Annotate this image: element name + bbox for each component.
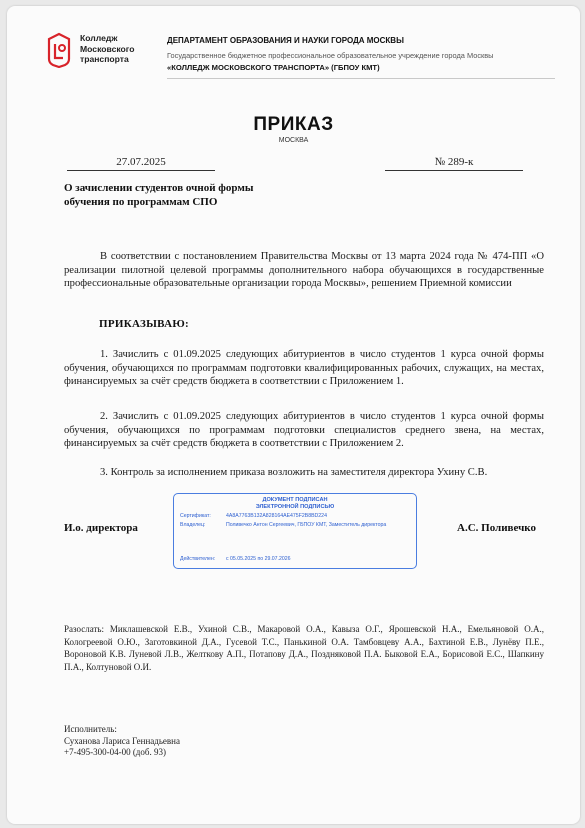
order-item-3: 3. Контроль за исполнением приказа возложить на заместителя директора Ухину С.В. — [100, 467, 488, 478]
executor-label: Исполнитель: — [64, 724, 117, 734]
document-number: № 289-к — [434, 156, 474, 168]
signer-name: А.С. Поливечко — [457, 522, 537, 534]
stamp-owner-label: Владелец: — [180, 522, 206, 528]
distribution-list: Разослать: Миклашевской Е.В., Ухиной С.В., Макаровой О.А., Кавыза О.Г., Ярошевской Н.А., Емельяновой О.А., Кологреевой О.Ю., Заготовкиной Д.А., Гусевой Т.С., Панькиной О.А. Тамбовцеву А.А., Бахтиной Е.В., Лунёву П.Е., Вороновой К.В. Луневой Л.В., Желткову А.П., Потапову Д.А., Поздняковой П.А. Быковой Е.А., Борисовой Е.С., Шапкину П.А., Колтуновой О.И. — [64, 624, 544, 672]
header-divider — [167, 78, 555, 79]
order-item-1: 1. Зачислить с 01.09.2025 следующих абитуриентов в число студентов 1 курса очной формы обучения, обучающихся по программам подготовки квалифицированных рабочих, служащих, на местах, финансируемых за счёт средств бюджета в соответствии с Приложением 1. — [64, 349, 544, 387]
executor-block — [64, 724, 364, 759]
order-heading: ПРИКАЗЫВАЮ: — [99, 318, 190, 330]
stamp-heading-line-1: ДОКУМЕНТ ПОДПИСАН — [262, 497, 328, 503]
signer-role: И.о. директора — [64, 522, 138, 534]
document-date: 27.07.2025 — [116, 156, 166, 168]
logo-line-3: транспорта — [80, 54, 129, 64]
department-name: ДЕПАРТАМЕНТ ОБРАЗОВАНИЯ И НАУКИ ГОРОДА МОСКВЫ — [167, 36, 404, 45]
stamp-heading-line-2: ЭЛЕКТРОННОЙ ПОДПИСЬЮ — [255, 504, 335, 510]
stamp-cert-label: Сертификат: — [180, 513, 211, 519]
document-title: ПРИКАЗ — [253, 114, 334, 135]
document-city: МОСКВА — [278, 137, 309, 144]
date-underline — [67, 170, 215, 171]
executor-phone: +7-495-300-04-00 (доб. 93) — [64, 747, 166, 757]
logo-text — [80, 33, 170, 65]
logo-line-1: Колледж — [80, 33, 118, 43]
number-underline — [385, 170, 523, 171]
logo-line-2: Московского — [80, 43, 135, 54]
electronic-signature-stamp — [173, 493, 417, 569]
document-subject: О зачислении студентов очной формы обучения по программам СПО — [64, 182, 254, 208]
intro-paragraph: В соответствии с постановлением Правительства Москвы от 13 марта 2024 года № 474-ПП «О реализации пилотной целевой программы дополнительного набора обучающихся в государственные профессиональные образовательные организации города Москвы», решением Приемной комиссии — [64, 251, 544, 289]
executor-name: Суханова Лариса Геннадьевна — [64, 735, 180, 746]
college-logo-icon — [47, 32, 71, 68]
institution-name: «КОЛЛЕДЖ МОСКОВСКОГО ТРАНСПОРТА» (ГБПОУ КМТ) — [167, 63, 380, 72]
stamp-valid-label: Действителен: — [180, 556, 216, 562]
stamp-owner-value: Поливечко Антон Сергеевич, ГБПОУ КМТ, Заместитель директора — [226, 522, 387, 528]
stamp-valid-value: с 05.05.2025 по 29.07.2026 — [226, 556, 291, 562]
institution-type: Государственное бюджетное профессиональное образовательное учреждение города Москвы — [167, 51, 494, 60]
order-item-2: 2. Зачислить с 01.09.2025 следующих абитуриентов в число студентов 1 курса очной формы обучения, обучающихся по программам подготовки специалистов среднего звена, на местах, финансируемых за счёт средств бюджета в соответствии с Приложением 2. — [64, 411, 544, 449]
stamp-heading — [174, 497, 416, 511]
document-page — [7, 6, 580, 824]
stamp-cert-value: 4A8A7763B132A828164AE475F2B8BD224 — [226, 513, 327, 519]
